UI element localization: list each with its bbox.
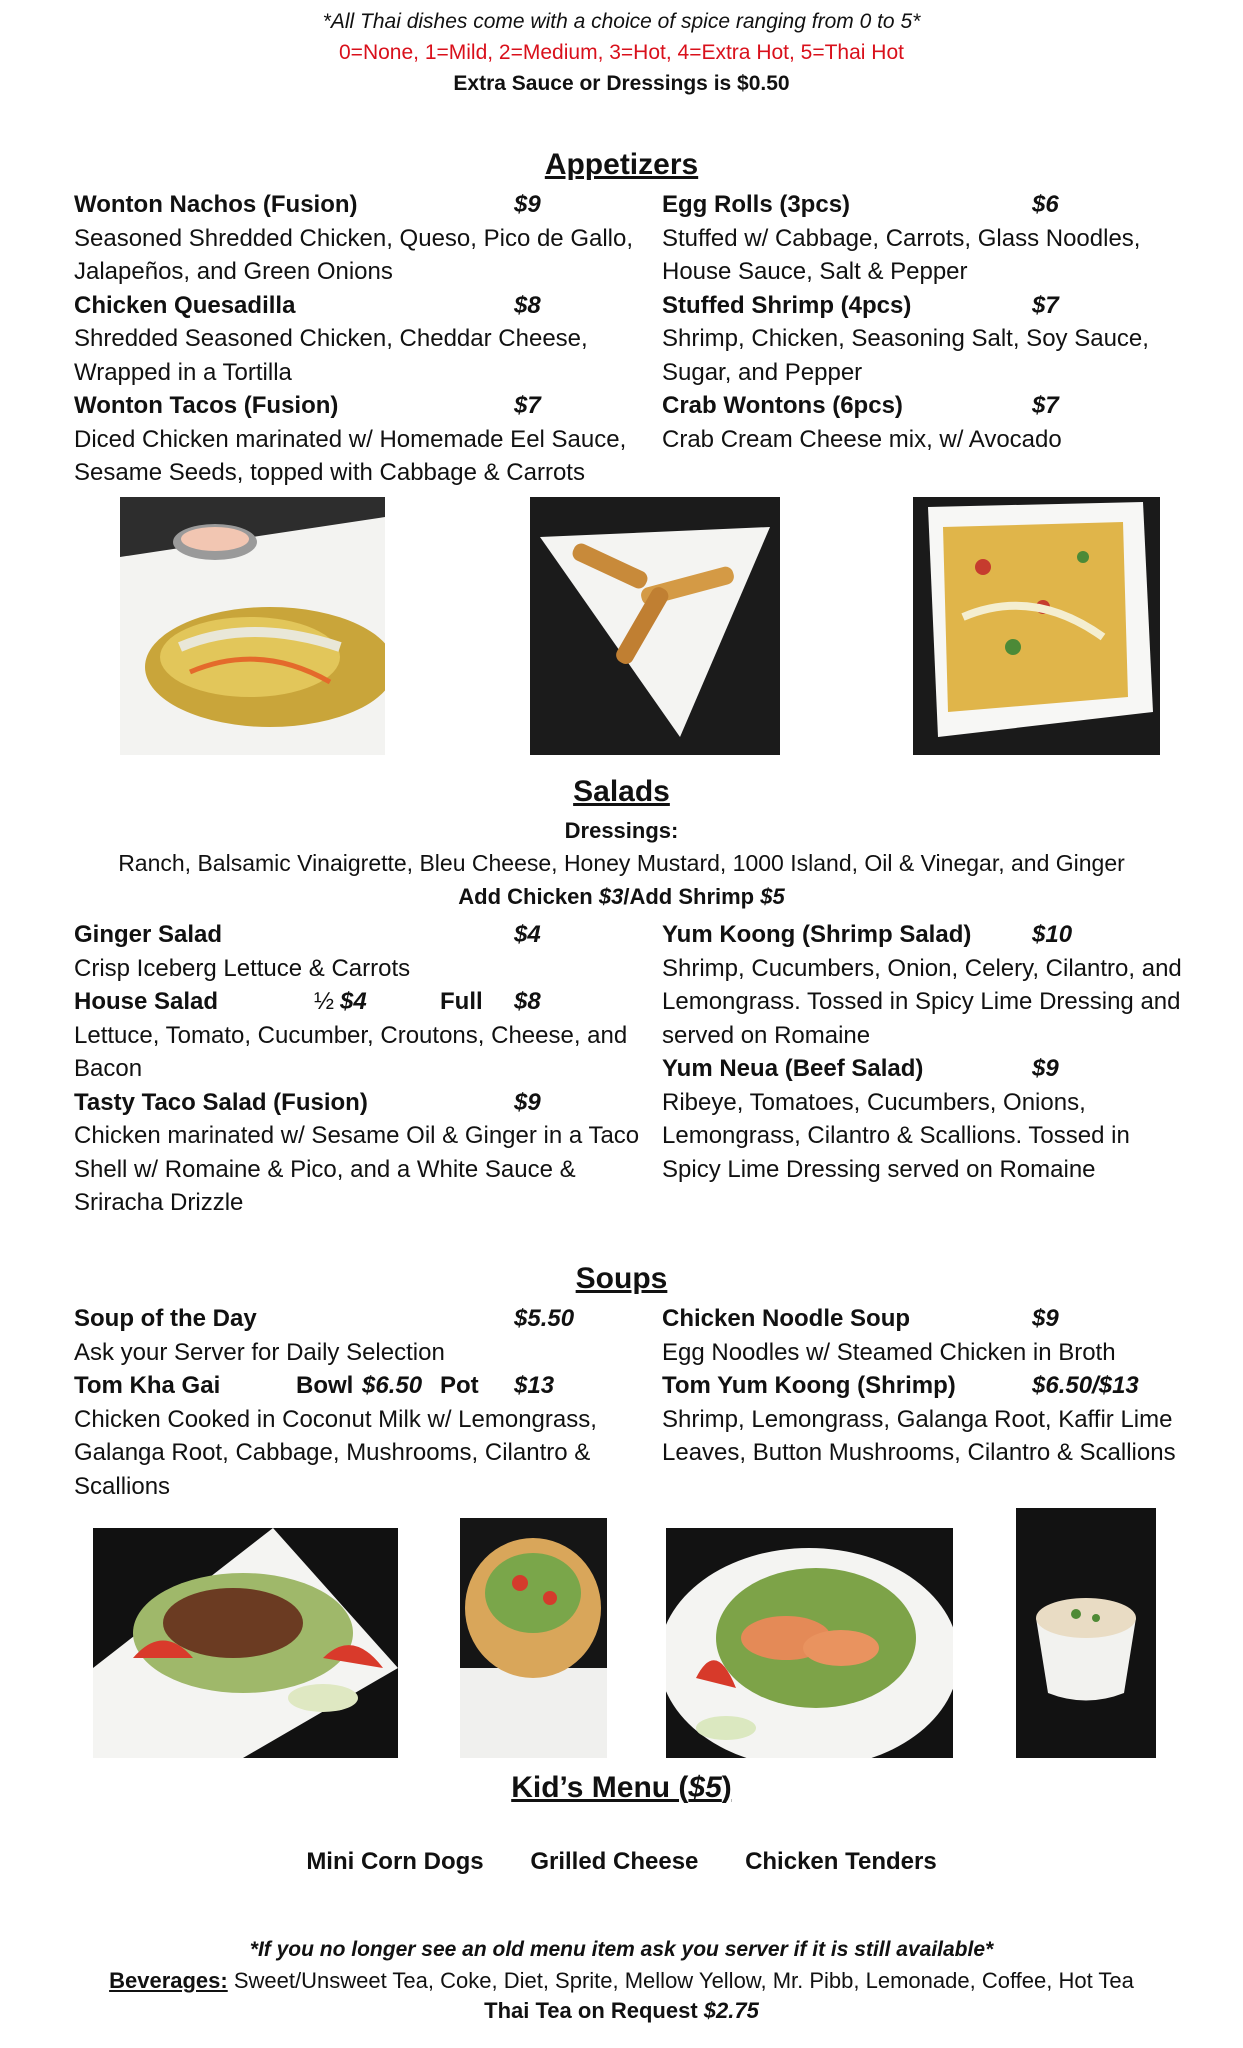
menu-item-header bbox=[74, 918, 654, 952]
menu-item-header bbox=[74, 1369, 654, 1403]
item-price: $9 bbox=[514, 191, 541, 218]
kids-title-prefix: Kid’s Menu ( bbox=[511, 1771, 689, 1804]
item-name: Tasty Taco Salad (Fusion) bbox=[74, 1088, 368, 1116]
pot-price: $13 bbox=[514, 1372, 555, 1399]
item-price: $8 bbox=[514, 291, 541, 319]
menu-item-header bbox=[74, 985, 654, 1019]
kids-menu-items bbox=[0, 1848, 1243, 1876]
item-description: Chicken marinated w/ Sesame Oil & Ginger in a Taco Shell w/ Romaine & Pico, and a White Sauce & Sriracha Drizzle bbox=[74, 1122, 640, 1216]
salads-right-column bbox=[662, 918, 1182, 1186]
item-price: $9 bbox=[514, 1088, 541, 1116]
item-price: $5.50 bbox=[514, 1305, 575, 1332]
item-price: $4 bbox=[514, 921, 541, 948]
kids-menu-title bbox=[0, 1771, 1243, 1805]
kids-title-suffix: ) bbox=[721, 1771, 732, 1804]
item-price: $10 bbox=[1032, 921, 1073, 948]
item-description: Ask your Server for Daily Selection bbox=[74, 1338, 445, 1366]
soups-right-column bbox=[662, 1302, 1182, 1470]
half-size-label: ½ bbox=[314, 988, 335, 1015]
soups-left-column bbox=[74, 1302, 654, 1503]
menu-item-header bbox=[74, 188, 654, 222]
spice-scale: 0=None, 1=Mild, 2=Medium, 3=Hot, 4=Extra Hot, 5=Thai Hot bbox=[339, 41, 904, 64]
full-size-label: Full bbox=[440, 988, 483, 1015]
item-description: Shrimp, Lemongrass, Galanga Root, Kaffir Lime Leaves, Button Mushrooms, Cilantro & Scallions bbox=[662, 1405, 1176, 1466]
beef-salad-photo bbox=[93, 1528, 398, 1758]
add-on-prefix: Add Chicken bbox=[458, 884, 599, 909]
kids-title-price: $5 bbox=[688, 1771, 722, 1804]
add-on-mid: /Add Shrimp bbox=[623, 884, 761, 909]
item-price: $9 bbox=[1032, 1305, 1059, 1332]
item-description: Stuffed w/ Cabbage, Carrots, Glass Noodles, House Sauce, Salt & Pepper bbox=[662, 224, 1141, 285]
menu-item-header bbox=[662, 389, 1182, 423]
item-name: Tom Kha Gai bbox=[74, 1372, 221, 1399]
salads-title: Salads bbox=[573, 775, 670, 808]
item-description: Lettuce, Tomato, Cucumber, Croutons, Cheese, and Bacon bbox=[74, 1021, 628, 1082]
menu-item-header bbox=[74, 289, 654, 323]
spice-note: *All Thai dishes come with a choice of spice ranging from 0 to 5* bbox=[322, 10, 921, 33]
dressings-label: Dressings: bbox=[564, 818, 679, 843]
wonton-tacos-photo bbox=[120, 497, 385, 755]
item-price: $6 bbox=[1032, 191, 1059, 218]
extra-sauce-note: Extra Sauce or Dressings is $0.50 bbox=[453, 72, 790, 95]
item-name: Tom Yum Koong (Shrimp) bbox=[662, 1372, 956, 1399]
item-name: Ginger Salad bbox=[74, 921, 223, 948]
beverages-line bbox=[0, 1968, 1243, 1994]
item-name: House Salad bbox=[74, 988, 219, 1015]
item-description: Shredded Seasoned Chicken, Cheddar Cheese, Wrapped in a Tortilla bbox=[74, 325, 588, 386]
tom-kha-soup-photo bbox=[1016, 1508, 1156, 1758]
menu-item-header bbox=[662, 1302, 1182, 1336]
item-price: $7 bbox=[1032, 392, 1059, 419]
pot-label: Pot bbox=[440, 1372, 479, 1399]
beverages-list: Sweet/Unsweet Tea, Coke, Diet, Sprite, Mellow Yellow, Mr. Pibb, Lemonade, Coffee, Hot Tea bbox=[227, 1968, 1134, 1993]
menu-item-header bbox=[74, 1086, 654, 1120]
thai-tea-price: $2.75 bbox=[703, 1998, 759, 2023]
item-price: $7 bbox=[514, 392, 541, 419]
menu-item-header bbox=[662, 918, 1182, 952]
menu-item-header bbox=[662, 1369, 1182, 1403]
menu-item-header bbox=[74, 1302, 654, 1336]
old-items-notice: *If you no longer see an old menu item ask you server if it is still available* bbox=[249, 1938, 994, 1961]
appetizers-left-column bbox=[74, 188, 654, 490]
bowl-price: $6.50 bbox=[362, 1372, 423, 1399]
add-on-shrimp-price: $5 bbox=[760, 884, 785, 909]
salads-left-column bbox=[74, 918, 654, 1220]
item-price: $6.50/$13 bbox=[1032, 1372, 1139, 1399]
menu-item-header bbox=[662, 1052, 1182, 1086]
kids-item: Grilled Cheese bbox=[530, 1848, 699, 1875]
item-name: Stuffed Shrimp (4pcs) bbox=[662, 291, 912, 319]
menu-item-header bbox=[74, 389, 654, 423]
item-description: Seasoned Shredded Chicken, Queso, Pico de Gallo, Jalapeños, and Green Onions bbox=[74, 224, 634, 285]
item-name: Yum Koong (Shrimp Salad) bbox=[662, 921, 972, 948]
item-description: Egg Noodles w/ Steamed Chicken in Broth bbox=[662, 1338, 1116, 1366]
appetizers-title: Appetizers bbox=[544, 148, 699, 181]
item-name: Egg Rolls (3pcs) bbox=[662, 191, 851, 218]
half-price: $4 bbox=[340, 988, 367, 1015]
egg-rolls-photo bbox=[530, 497, 780, 755]
item-price: $9 bbox=[1032, 1055, 1059, 1082]
soups-title: Soups bbox=[575, 1262, 668, 1295]
kids-item: Chicken Tenders bbox=[745, 1848, 937, 1875]
bowl-label: Bowl bbox=[296, 1372, 354, 1399]
item-name: Wonton Tacos (Fusion) bbox=[74, 392, 339, 419]
taco-salad-photo bbox=[460, 1518, 607, 1758]
item-description: Ribeye, Tomatoes, Cucumbers, Onions, Lemongrass, Cilantro & Scallions. Tossed in Spicy Lime Dressing served on Romaine bbox=[662, 1088, 1130, 1183]
item-description: Crab Cream Cheese mix, w/ Avocado bbox=[662, 425, 1062, 453]
item-name: Chicken Quesadilla bbox=[74, 291, 296, 319]
menu-item-header bbox=[662, 289, 1182, 323]
item-description: Shrimp, Cucumbers, Onion, Celery, Cilantro, and Lemongrass. Tossed in Spicy Lime Dressing and served on Romaine bbox=[662, 954, 1182, 1049]
item-name: Chicken Noodle Soup bbox=[662, 1305, 911, 1332]
item-name: Wonton Nachos (Fusion) bbox=[74, 191, 358, 218]
item-name: Crab Wontons (6pcs) bbox=[662, 392, 903, 419]
item-name: Yum Neua (Beef Salad) bbox=[662, 1055, 924, 1082]
item-description: Chicken Cooked in Coconut Milk w/ Lemongrass, Galanga Root, Cabbage, Mushrooms, Cilantro & Scallions bbox=[74, 1405, 597, 1500]
dressings-list: Ranch, Balsamic Vinaigrette, Bleu Cheese, Honey Mustard, 1000 Island, Oil & Vinegar, and Ginger bbox=[118, 850, 1125, 876]
item-description: Crisp Iceberg Lettuce & Carrots bbox=[74, 954, 411, 982]
thai-tea-label: Thai Tea on Request bbox=[484, 1998, 704, 2023]
item-price: $7 bbox=[1032, 291, 1059, 319]
salad-add-on bbox=[0, 884, 1243, 910]
kids-item: Mini Corn Dogs bbox=[306, 1848, 484, 1875]
appetizers-right-column bbox=[662, 188, 1182, 456]
shrimp-salad-photo bbox=[666, 1528, 953, 1758]
item-description: Diced Chicken marinated w/ Homemade Eel Sauce, Sesame Seeds, topped with Cabbage & Carrots bbox=[74, 425, 627, 486]
item-description: Shrimp, Chicken, Seasoning Salt, Soy Sauce, Sugar, and Pepper bbox=[662, 325, 1149, 386]
add-on-chicken-price: $3 bbox=[598, 884, 624, 909]
thai-tea-line bbox=[0, 1998, 1243, 2024]
menu-item-header bbox=[662, 188, 1182, 222]
item-name: Soup of the Day bbox=[74, 1305, 257, 1332]
beverages-label: Beverages: bbox=[109, 1968, 228, 1993]
wonton-nachos-photo bbox=[913, 497, 1160, 755]
full-price: $8 bbox=[514, 988, 541, 1015]
